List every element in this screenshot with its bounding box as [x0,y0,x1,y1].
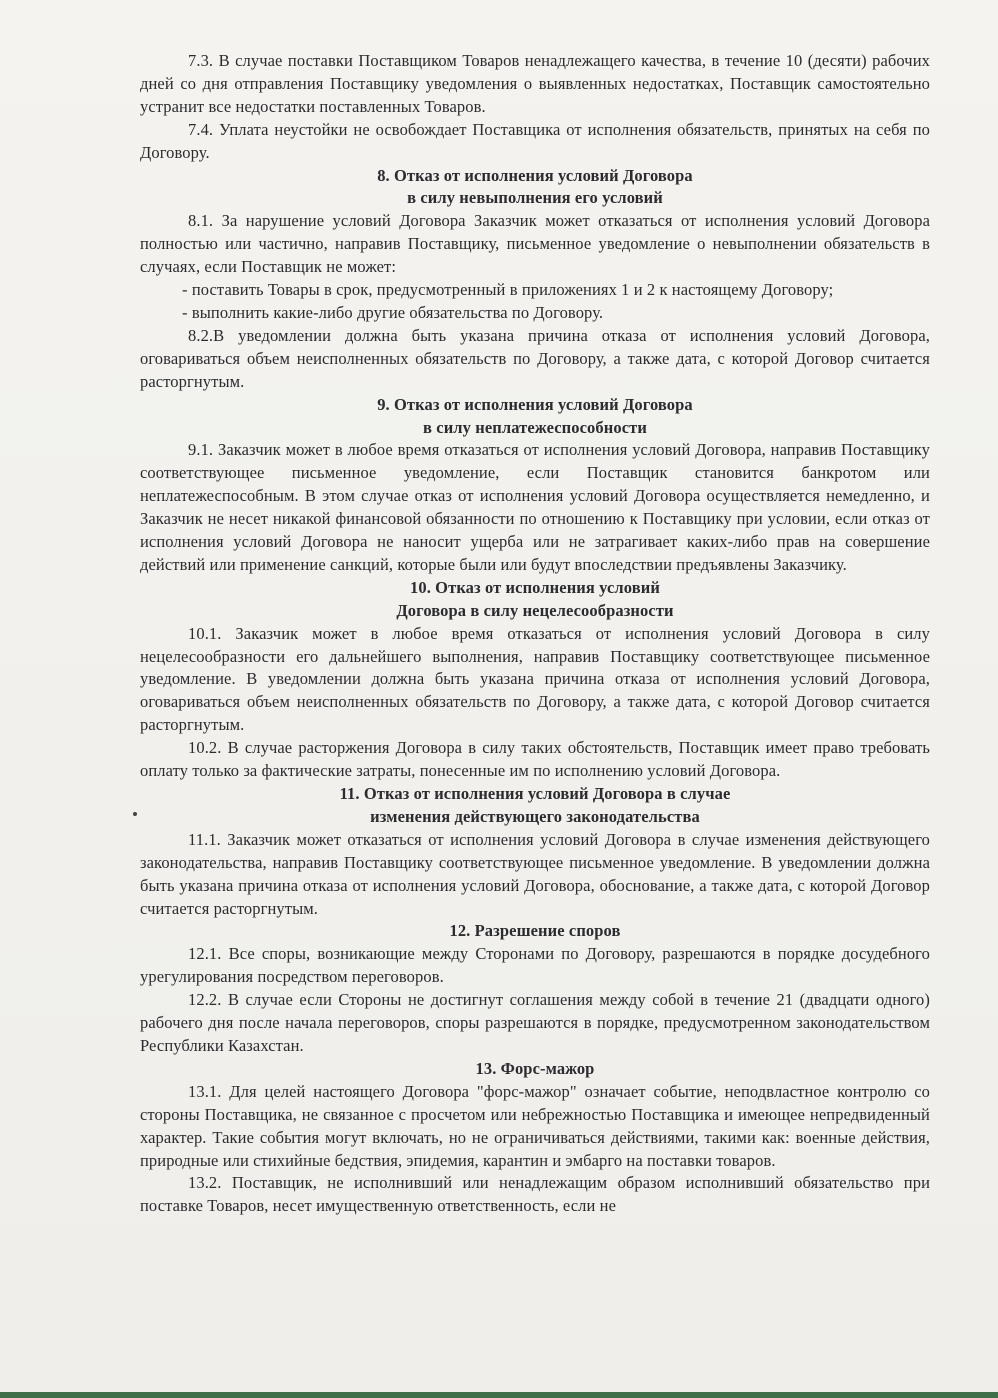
paragraph-7-3: 7.3. В случае поставки Поставщиком Товаров ненадлежащего качества, в течение 10 (десяти) рабочих дней со дня отправления Поставщику уведомления о выявленных недостатках, Поставщик самостоятельно устранит все недостатки поставленных Товаров. [140,51,930,116]
paragraph-9-1: 9.1. Заказчик может в любое время отказаться от исполнения условий Договора, направив Поставщику соответствующее письменное уведомление, если Поставщик становится банкротом или неплатежеспособным. В этом случае отказ от исполнения условий Договора осуществляется немедленно, и Заказчик не несет никакой финансовой обязанности по отношению к Поставщику при условии, если отказ от исполнения условий Договора не наносит ущерба или не затрагивает каких-либо прав на совершение действий или применение санкций, которые были или будут впоследствии предъявлены Заказчику. [140,440,930,574]
section-8-heading: 8. Отказ от исполнения условий Договора [377,165,693,185]
paragraph-7-4: 7.4. Уплата неустойки не освобождает Поставщика от исполнения обязательств, принятых на себя по Договору. [140,119,930,162]
list-item-deliver-goods: - поставить Товары в срок, предусмотренный в приложениях 1 и 2 к настоящему Договору; [182,280,834,300]
section-13-heading: 13. Форс-мажор [475,1058,595,1078]
section-8-subheading: в силу невыполнения его условий [407,188,663,208]
section-9-heading: 9. Отказ от исполнения условий Договора [377,394,693,414]
paragraph-8-1: 8.1. За нарушение условий Договора Заказчик может отказаться от исполнения условий Договора полностью или частично, направив Поставщику, письменное уведомление о невыполнении обязательств в случаях, если Поставщик не может: [140,211,930,277]
scan-edge [0,1392,998,1398]
paragraph-8-2: 8.2.В уведомлении должна быть указана причина отказа от исполнения условий Договора, оговариваться объем неисполненных обязательств по Договору, а также дата, с которой Договор считается расторгнутым. [140,325,930,391]
paragraph-10-1: 10.1. Заказчик может в любое время отказаться от исполнения условий Договора в силу нецелесообразности его дальнейшего выполнения, направив Поставщику соответствующее письменное уведомление. В уведомлении должна быть указана причина отказа от исполнения условий Договора, оговариваться объем неисполненных обязательств по Договору, а также дата, с которой Договор считается расторгнутым. [140,623,930,735]
paragraph-12-2: 12.2. В случае если Стороны не достигнут соглашения между собой в течение 21 (двадцати одного) рабочего дня после начала переговоров, споры разрешаются в порядке, предусмотренном законодательством Республики Казахстан. [140,990,930,1055]
document-body [140,50,930,1218]
paragraph-13-1: 13.1. Для целей настоящего Договора "форс-мажор" означает событие, неподвластное контролю со стороны Поставщика, не связанное с просчетом или небрежностью Поставщика и имеющее непредвиденный характер. Такие события могут включать, но не ограничиваться действиями, такими как: военные действия, природные или стихийные бедствия, эпидемия, карантин и эмбарго на поставки товаров. [140,1081,930,1170]
section-9-subheading: в силу неплатежеспособности [423,417,647,437]
paragraph-12-1: 12.1. Все споры, возникающие между Сторонами по Договору, разрешаются в порядке досудебного урегулирования посредством переговоров. [140,944,930,987]
list-item-other-obligations: - выполнить какие-либо другие обязательства по Договору. [182,302,604,322]
section-10-subheading: Договора в силу нецелесообразности [396,600,674,620]
paragraph-13-2: 13.2. Поставщик, не исполнивший или ненадлежащим образом исполнивший обязательство при поставке Товаров, несет имущественную ответственность, если не [140,1173,930,1216]
section-10-heading: 10. Отказ от исполнения условий [410,577,660,597]
section-12-heading: 12. Разрешение споров [449,921,621,941]
section-11-heading: 11. Отказ от исполнения условий Договора в случае [339,784,731,803]
section-11-subheading: изменения действующего законодательства [370,806,700,826]
paragraph-11-1: 11.1. Заказчик может отказаться от исполнения условий Договора в случае изменения действующего законодательства, направив Поставщику соответствующее письменное уведомление. В уведомлении должна быть указана причина отказа от исполнения условий Договора, обоснование, а также дата, с которой Договор считается расторгнутым. [140,829,930,918]
margin-dot [133,812,137,816]
paragraph-10-2: 10.2. В случае расторжения Договора в силу таких обстоятельств, Поставщик имеет право требовать оплату только за фактические затраты, понесенные им по исполнению условий Договора. [140,738,930,781]
